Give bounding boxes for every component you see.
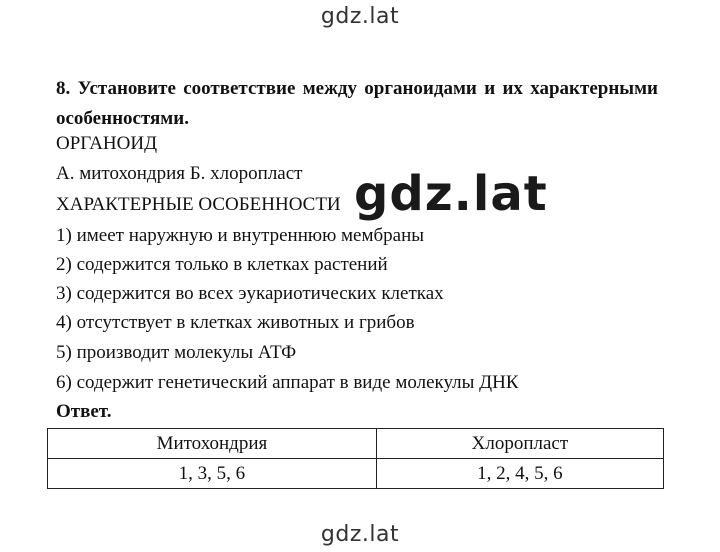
feature-item-3: 3) содержится во всех эукариотических клетках — [56, 283, 444, 304]
feature-item-2: 2) содержится только в клетках растений — [56, 254, 388, 275]
watermark-top: gdz.lat — [320, 4, 400, 29]
answer-label: Ответ. — [56, 401, 112, 422]
header-chloroplast: Хлоропласт — [376, 429, 663, 459]
watermark-center: gdz.lat — [354, 166, 548, 222]
feature-item-1: 1) имеет наружную и внутреннюю мембраны — [56, 225, 425, 246]
header-mitochondria: Митохондрия — [48, 429, 377, 459]
features-heading: ХАРАКТЕРНЫЕ ОСОБЕННОСТИ — [56, 194, 341, 215]
answer-table-header-row — [48, 429, 664, 459]
feature-item-4: 4) отсутствует в клетках животных и грибов — [56, 312, 415, 333]
answer-table-value-row — [48, 459, 664, 489]
watermark-bottom: gdz.lat — [320, 522, 400, 547]
feature-item-6: 6) содержит генетический аппарат в виде молекулы ДНК — [56, 372, 519, 393]
value-chloroplast: 1, 2, 4, 5, 6 — [376, 459, 663, 489]
answer-table — [47, 428, 664, 489]
organoid-heading: ОРГАНОИД — [56, 133, 158, 154]
organoid-list: А. митохондрия Б. хлоропласт — [56, 163, 303, 184]
value-mitochondria: 1, 3, 5, 6 — [48, 459, 377, 489]
task-title: 8. Установите соответствие между органоидами и их характерными особенностями. — [56, 78, 658, 129]
feature-item-5: 5) производит молекулы АТФ — [56, 342, 297, 363]
